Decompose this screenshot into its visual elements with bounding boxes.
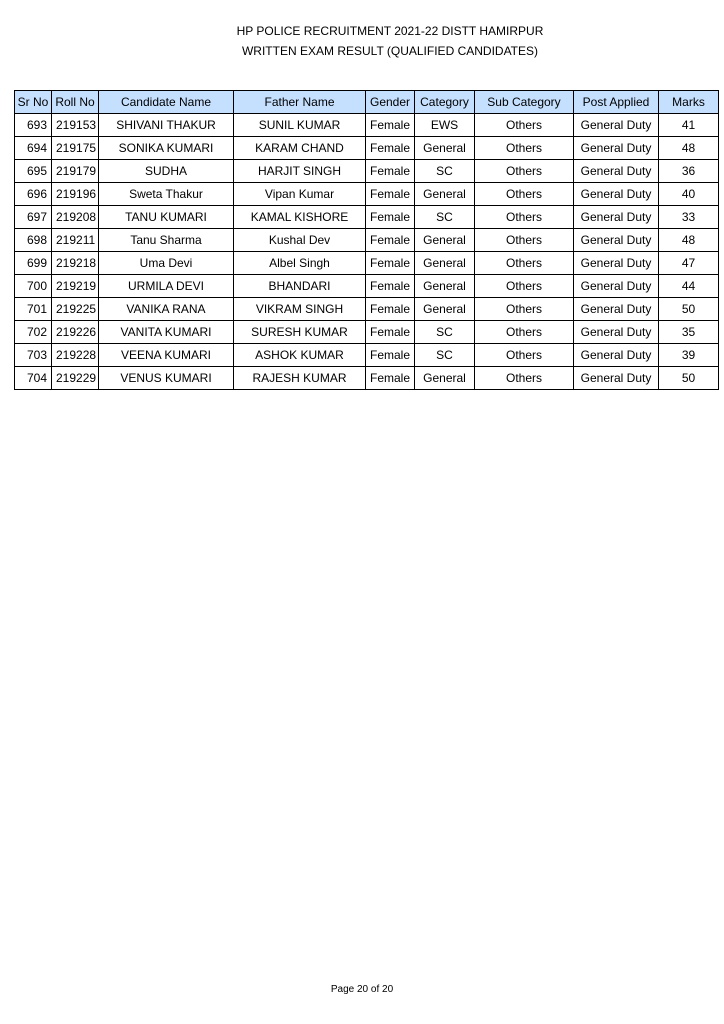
sub-category-cell: Others <box>475 298 574 321</box>
table-row <box>15 137 719 160</box>
table-row <box>15 344 719 367</box>
sub-category-cell: Others <box>475 160 574 183</box>
candidate-name-cell: SHIVANI THAKUR <box>99 114 234 137</box>
category-cell: General <box>415 252 475 275</box>
roll-no-cell: 219196 <box>52 183 99 206</box>
father-name-cell: ASHOK KUMAR <box>234 344 366 367</box>
marks-cell: 47 <box>659 252 719 275</box>
marks-cell: 48 <box>659 229 719 252</box>
father-name-cell: SUNIL KUMAR <box>234 114 366 137</box>
roll-no-cell: 219218 <box>52 252 99 275</box>
category-cell: General <box>415 229 475 252</box>
category-cell: SC <box>415 206 475 229</box>
gender-cell: Female <box>366 252 415 275</box>
candidate-name-cell: VENUS KUMARI <box>99 367 234 390</box>
sr-no-cell: 704 <box>15 367 52 390</box>
marks-cell: 50 <box>659 367 719 390</box>
gender-cell: Female <box>366 160 415 183</box>
father-name-cell: Albel Singh <box>234 252 366 275</box>
candidate-name-cell: URMILA DEVI <box>99 275 234 298</box>
sr-no-cell: 695 <box>15 160 52 183</box>
table-row <box>15 160 719 183</box>
header-candidate-name: Candidate Name <box>99 91 234 114</box>
gender-cell: Female <box>366 206 415 229</box>
sub-category-cell: Others <box>475 321 574 344</box>
gender-cell: Female <box>366 344 415 367</box>
header-roll-no: Roll No <box>52 91 99 114</box>
marks-cell: 50 <box>659 298 719 321</box>
sr-no-cell: 694 <box>15 137 52 160</box>
table-body <box>15 114 719 390</box>
sr-no-cell: 693 <box>15 114 52 137</box>
gender-cell: Female <box>366 137 415 160</box>
candidate-name-cell: Sweta Thakur <box>99 183 234 206</box>
sub-category-cell: Others <box>475 229 574 252</box>
marks-cell: 35 <box>659 321 719 344</box>
roll-no-cell: 219208 <box>52 206 99 229</box>
sr-no-cell: 701 <box>15 298 52 321</box>
table-row <box>15 114 719 137</box>
header-post-applied: Post Applied <box>574 91 659 114</box>
category-cell: General <box>415 137 475 160</box>
header-category: Category <box>415 91 475 114</box>
post-applied-cell: General Duty <box>574 344 659 367</box>
sub-category-cell: Others <box>475 367 574 390</box>
table-row <box>15 229 719 252</box>
roll-no-cell: 219179 <box>52 160 99 183</box>
sr-no-cell: 703 <box>15 344 52 367</box>
sr-no-cell: 702 <box>15 321 52 344</box>
gender-cell: Female <box>366 275 415 298</box>
marks-cell: 48 <box>659 137 719 160</box>
gender-cell: Female <box>366 321 415 344</box>
document-title: HP POLICE RECRUITMENT 2021-22 DISTT HAMIRPUR <box>236 24 544 38</box>
marks-cell: 40 <box>659 183 719 206</box>
page-number: Page 20 of 20 <box>330 984 394 995</box>
roll-no-cell: 219226 <box>52 321 99 344</box>
category-cell: EWS <box>415 114 475 137</box>
category-cell: General <box>415 298 475 321</box>
marks-cell: 44 <box>659 275 719 298</box>
category-cell: General <box>415 183 475 206</box>
post-applied-cell: General Duty <box>574 367 659 390</box>
sub-category-cell: Others <box>475 183 574 206</box>
sr-no-cell: 699 <box>15 252 52 275</box>
father-name-cell: Vipan Kumar <box>234 183 366 206</box>
results-table <box>14 90 719 390</box>
candidate-name-cell: VANIKA RANA <box>99 298 234 321</box>
sub-category-cell: Others <box>475 344 574 367</box>
post-applied-cell: General Duty <box>574 206 659 229</box>
post-applied-cell: General Duty <box>574 137 659 160</box>
gender-cell: Female <box>366 229 415 252</box>
gender-cell: Female <box>366 367 415 390</box>
father-name-cell: VIKRAM SINGH <box>234 298 366 321</box>
roll-no-cell: 219219 <box>52 275 99 298</box>
table-header-row <box>15 91 719 114</box>
candidate-name-cell: SUDHA <box>99 160 234 183</box>
table-row <box>15 298 719 321</box>
table-row <box>15 206 719 229</box>
father-name-cell: KARAM CHAND <box>234 137 366 160</box>
roll-no-cell: 219211 <box>52 229 99 252</box>
roll-no-cell: 219228 <box>52 344 99 367</box>
gender-cell: Female <box>366 114 415 137</box>
table-row <box>15 275 719 298</box>
candidate-name-cell: VANITA KUMARI <box>99 321 234 344</box>
header-sub-category: Sub Category <box>475 91 574 114</box>
header-marks: Marks <box>659 91 719 114</box>
sub-category-cell: Others <box>475 275 574 298</box>
post-applied-cell: General Duty <box>574 298 659 321</box>
gender-cell: Female <box>366 298 415 321</box>
post-applied-cell: General Duty <box>574 183 659 206</box>
marks-cell: 33 <box>659 206 719 229</box>
roll-no-cell: 219225 <box>52 298 99 321</box>
father-name-cell: RAJESH KUMAR <box>234 367 366 390</box>
sr-no-cell: 697 <box>15 206 52 229</box>
sr-no-cell: 696 <box>15 183 52 206</box>
header-father-name: Father Name <box>234 91 366 114</box>
roll-no-cell: 219175 <box>52 137 99 160</box>
post-applied-cell: General Duty <box>574 275 659 298</box>
roll-no-cell: 219153 <box>52 114 99 137</box>
father-name-cell: SURESH KUMAR <box>234 321 366 344</box>
sr-no-cell: 698 <box>15 229 52 252</box>
father-name-cell: HARJIT SINGH <box>234 160 366 183</box>
post-applied-cell: General Duty <box>574 160 659 183</box>
header-sr-no: Sr No <box>15 91 52 114</box>
post-applied-cell: General Duty <box>574 252 659 275</box>
document-subtitle: WRITTEN EXAM RESULT (QUALIFIED CANDIDATES) <box>241 44 539 58</box>
table-row <box>15 367 719 390</box>
sub-category-cell: Others <box>475 114 574 137</box>
father-name-cell: Kushal Dev <box>234 229 366 252</box>
category-cell: General <box>415 367 475 390</box>
father-name-cell: KAMAL KISHORE <box>234 206 366 229</box>
candidate-name-cell: Uma Devi <box>99 252 234 275</box>
candidate-name-cell: VEENA KUMARI <box>99 344 234 367</box>
marks-cell: 39 <box>659 344 719 367</box>
post-applied-cell: General Duty <box>574 229 659 252</box>
post-applied-cell: General Duty <box>574 114 659 137</box>
sub-category-cell: Others <box>475 206 574 229</box>
marks-cell: 36 <box>659 160 719 183</box>
candidate-name-cell: SONIKA KUMARI <box>99 137 234 160</box>
roll-no-cell: 219229 <box>52 367 99 390</box>
sub-category-cell: Others <box>475 252 574 275</box>
category-cell: General <box>415 275 475 298</box>
table-row <box>15 321 719 344</box>
category-cell: SC <box>415 160 475 183</box>
table-row <box>15 252 719 275</box>
category-cell: SC <box>415 321 475 344</box>
candidate-name-cell: TANU KUMARI <box>99 206 234 229</box>
marks-cell: 41 <box>659 114 719 137</box>
post-applied-cell: General Duty <box>574 321 659 344</box>
candidate-name-cell: Tanu Sharma <box>99 229 234 252</box>
category-cell: SC <box>415 344 475 367</box>
gender-cell: Female <box>366 183 415 206</box>
header-gender: Gender <box>366 91 415 114</box>
table-row <box>15 183 719 206</box>
sr-no-cell: 700 <box>15 275 52 298</box>
sub-category-cell: Others <box>475 137 574 160</box>
father-name-cell: BHANDARI <box>234 275 366 298</box>
